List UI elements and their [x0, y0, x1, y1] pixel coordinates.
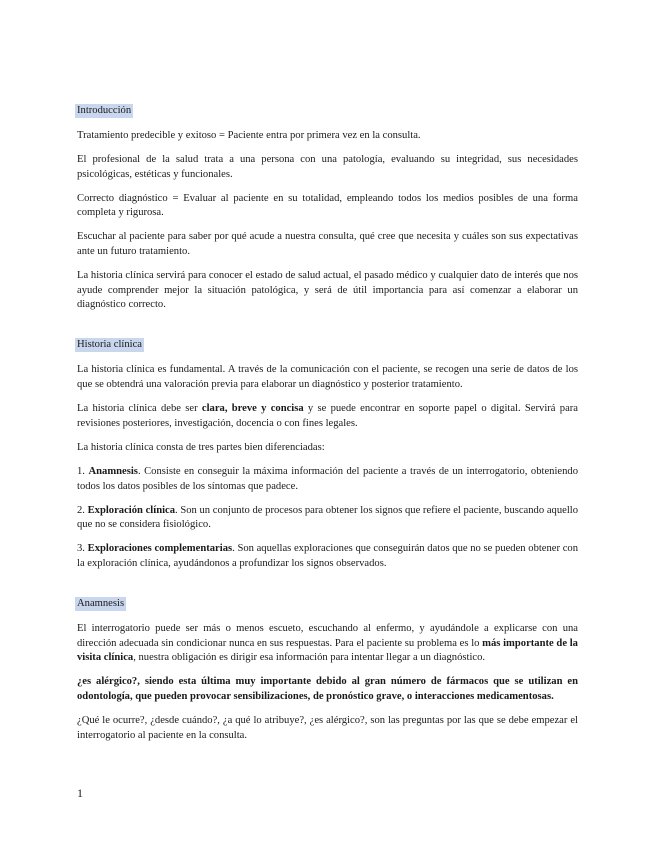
list-item: 1. Anamnesis. Consiste en conseguir la máxima información del paciente a través de un interrogatorio, obteniendo todos los datos posibles de los síntomas que padece.	[77, 465, 579, 492]
page-number: 1	[77, 786, 83, 800]
paragraph: El profesional de la salud trata a una persona con una patología, evaluando su integridad, sus necesidades psicológicas, estéticas y funcionales.	[77, 154, 578, 180]
section-heading-historia-clinica: Historia clínica	[77, 339, 143, 351]
bold-text: Exploración clínica	[87, 504, 176, 516]
section-heading-anamnesis: Anamnesis	[77, 597, 125, 609]
bold-text: clara, breve y concisa	[201, 403, 304, 415]
paragraph: La historia clínica consta de tres partes bien diferenciadas:	[77, 441, 325, 453]
paragraph-bold: ¿es alérgico?, siendo esta última muy importante debido al gran número de fármacos que se utilizan en odontología, que pueden provocar sensibilizaciones, de pronóstico grave, o interacciones medicamentosas.	[77, 676, 578, 702]
list-item: 2. Exploración clínica. Son un conjunto de procesos para obtener los signos que refiere el paciente, buscando aquello que no se considera fisiológico.	[77, 504, 578, 531]
paragraph: Correcto diagnóstico = Evaluar al paciente en su totalidad, empleando todos los medios posibles de una forma completa y rigurosa.	[77, 192, 578, 219]
paragraph: El interrogatorio puede ser más o menos escueto, escuchando al enfermo, y ayudándole a explicarse con una dirección adecuada sin condicionar nunca en sus respuestas. Para el paciente su problema es lo más importante de la visita clínica, nuestra obligación es dirigir esa información para intentar llegar a un diagnóstico.	[77, 622, 578, 664]
section-heading-introduccion: Introducción	[77, 105, 132, 116]
bold-text: Anamnesis	[88, 465, 138, 477]
bold-text: Exploraciones complementarias	[87, 543, 233, 555]
paragraph: La historia clínica servirá para conocer el estado de salud actual, el pasado médico y cualquier dato de interés que nos ayude comprender mejor la situación patológica, y será de útil importancia para así comenzar a elaborar un diagnóstico correcto.	[77, 270, 578, 311]
paragraph: ¿Qué le ocurre?, ¿desde cuándo?, ¿a qué lo atribuye?, ¿es alérgico?, son las preguntas por las que se debe empezar el interrogatorio al paciente en la consulta.	[77, 714, 578, 741]
bold-text: más importante de la visita clínica	[77, 637, 578, 664]
paragraph: La historia clínica es fundamental. A través de la comunicación con el paciente, se recogen una serie de datos de los que se obtendrá una valoración previa para elaborar un diagnóstico y posterior tratamiento.	[77, 364, 578, 391]
paragraph: Escuchar al paciente para saber por qué acude a nuestra consulta, qué cree que necesita y cuáles son sus expectativas ante un futuro tratamiento.	[77, 231, 578, 258]
paragraph: La historia clínica debe ser clara, breve y concisa y se puede encontrar en soporte papel o digital. Servirá para revisiones posteriores, investigación, docencia o con fines legales.	[77, 403, 579, 429]
list-item: 3. Exploraciones complementarias. Son aquellas exploraciones que conseguirán datos que no se pueden obtener con la exploración clínica, ayudándonos a profundizar los signos observados.	[77, 543, 579, 569]
paragraph: Tratamiento predecible y exitoso = Paciente entra por primera vez en la consulta.	[77, 130, 421, 141]
